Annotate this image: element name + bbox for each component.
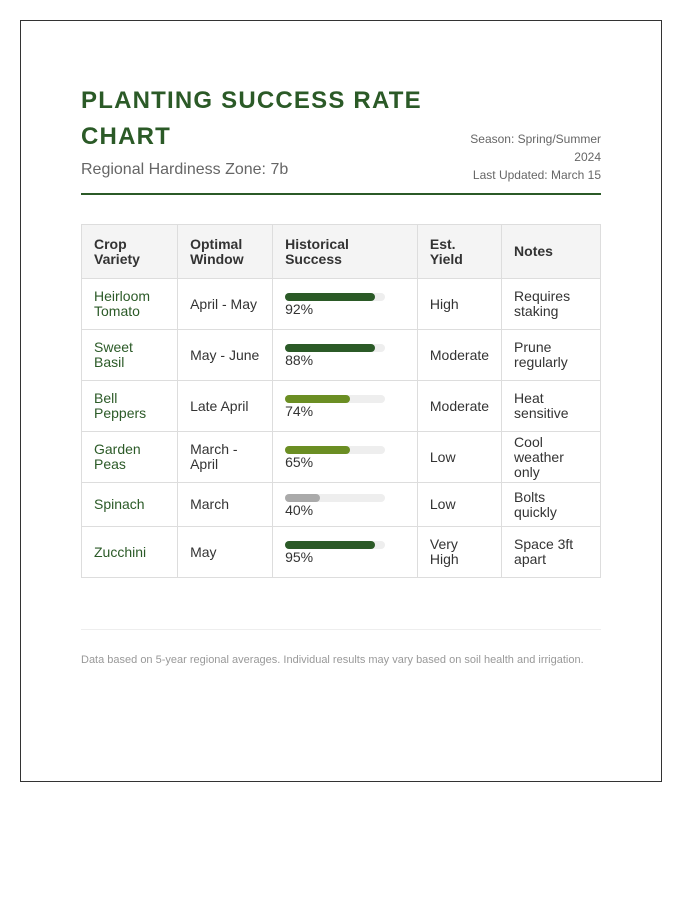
progress-track xyxy=(285,395,385,403)
success-percent: 95% xyxy=(285,549,314,565)
optimal-window: Late April xyxy=(178,381,273,432)
page-subtitle: Regional Hardiness Zone: 7b xyxy=(81,161,289,178)
last-updated-label: Last Updated: March 15 xyxy=(472,168,601,182)
footnote: Data based on 5-year regional averages. Individual results may vary based on soil health and irrigation. xyxy=(81,654,584,666)
optimal-window: May xyxy=(178,527,273,578)
notes: Requires staking xyxy=(502,279,601,330)
col-historical-success: Historical Success xyxy=(273,225,418,279)
success-cell xyxy=(273,432,418,483)
col-optimal-window: Optimal Window xyxy=(178,225,273,279)
success-percent: 65% xyxy=(285,454,314,470)
crop-name: Spinach xyxy=(82,483,178,527)
success-cell xyxy=(273,381,418,432)
est-yield: Moderate xyxy=(417,330,501,381)
col-est-yield: Est. Yield xyxy=(417,225,501,279)
success-cell xyxy=(273,527,418,578)
notes: Prune regularly xyxy=(502,330,601,381)
crop-name: Bell Peppers xyxy=(82,381,178,432)
crop-name: Zucchini xyxy=(82,527,178,578)
progress-track xyxy=(285,446,385,454)
progress-track xyxy=(285,293,385,301)
table-header-row xyxy=(82,225,601,279)
crop-name: Sweet Basil xyxy=(82,330,178,381)
success-percent: 74% xyxy=(285,403,314,419)
crop-name: Garden Peas xyxy=(82,432,178,483)
season-label: Season: Spring/Summer 2024 xyxy=(470,132,601,164)
notes: Heat sensitive xyxy=(502,381,601,432)
est-yield: Moderate xyxy=(417,381,501,432)
notes: Space 3ft apart xyxy=(502,527,601,578)
progress-fill xyxy=(285,494,320,502)
optimal-window: April - May xyxy=(178,279,273,330)
header xyxy=(81,83,601,195)
optimal-window: March - April xyxy=(178,432,273,483)
table-row xyxy=(82,279,601,330)
notes: Bolts quickly xyxy=(502,483,601,527)
col-notes: Notes xyxy=(502,225,601,279)
notes: Cool weather only xyxy=(502,432,601,483)
progress-fill xyxy=(285,344,375,352)
table-row xyxy=(82,432,601,483)
success-percent: 92% xyxy=(285,301,314,317)
table-row xyxy=(82,381,601,432)
progress-track xyxy=(285,541,385,549)
progress-fill xyxy=(285,293,375,301)
success-cell xyxy=(273,483,418,527)
success-percent: 40% xyxy=(285,501,314,518)
est-yield: High xyxy=(417,279,501,330)
success-percent: 88% xyxy=(285,352,314,368)
table-row xyxy=(82,483,601,527)
est-yield: Very High xyxy=(417,527,501,578)
optimal-window: May - June xyxy=(178,330,273,381)
progress-fill xyxy=(285,395,350,403)
est-yield: Low xyxy=(417,483,501,527)
success-cell xyxy=(273,330,418,381)
progress-fill xyxy=(285,446,350,454)
footer-divider xyxy=(81,629,601,630)
col-crop-variety: Crop Variety xyxy=(82,225,178,279)
progress-track xyxy=(285,344,385,352)
success-cell xyxy=(273,279,418,330)
meta-info xyxy=(451,130,601,184)
success-table xyxy=(81,224,601,578)
crop-name: Heirloom Tomato xyxy=(82,279,178,330)
progress-track xyxy=(285,494,385,502)
progress-fill xyxy=(285,541,375,549)
page-title: PLANTING SUCCESS RATE CHART xyxy=(81,87,422,150)
est-yield: Low xyxy=(417,432,501,483)
optimal-window: March xyxy=(178,483,273,527)
table-row xyxy=(82,527,601,578)
document-page xyxy=(20,20,662,782)
table-row xyxy=(82,330,601,381)
